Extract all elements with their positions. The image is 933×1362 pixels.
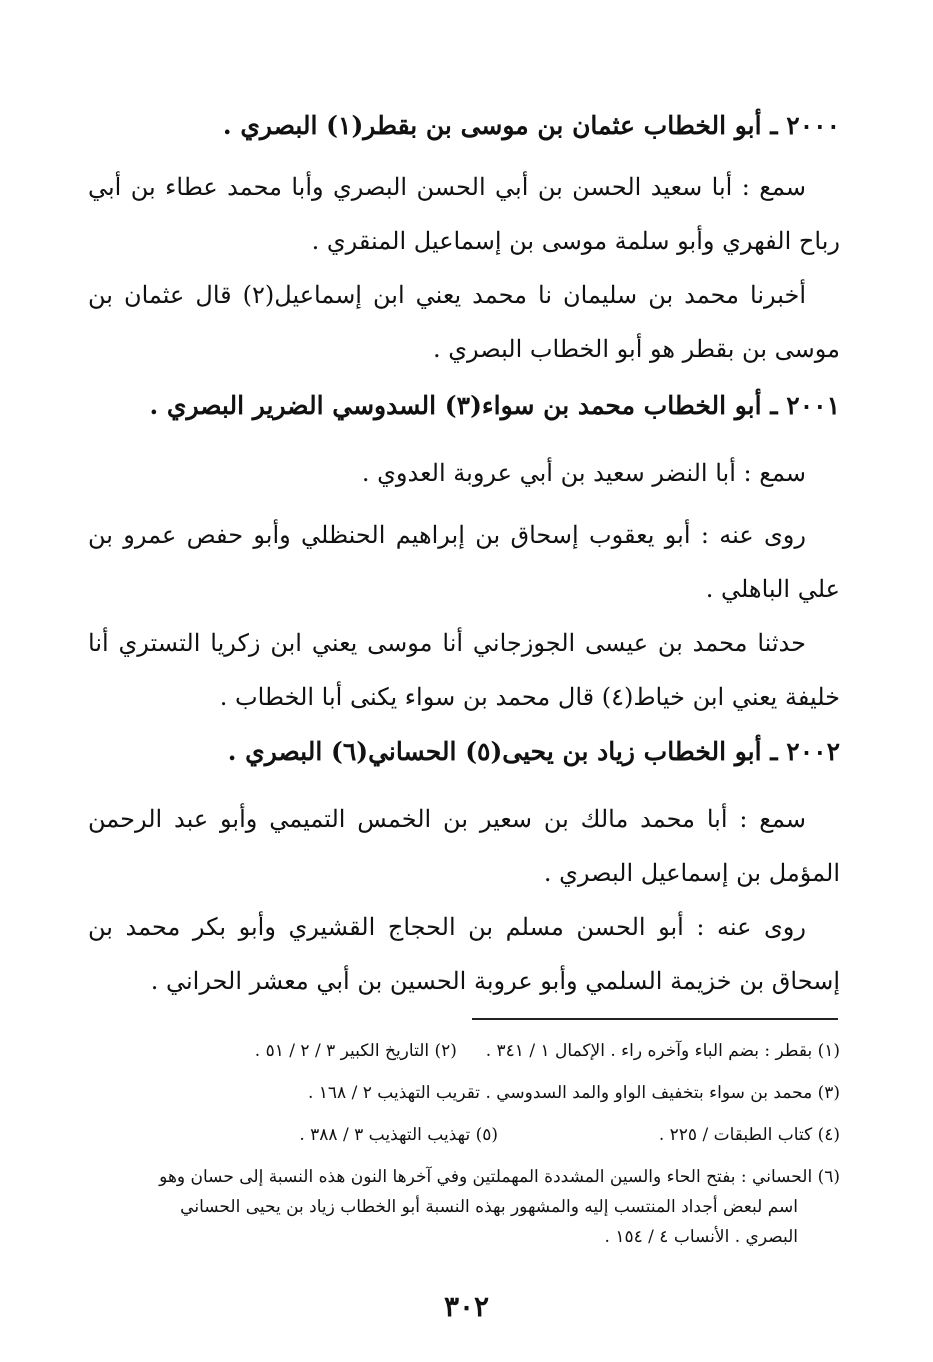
footnote-row-3: [80, 1120, 840, 1150]
entry-heading-2000: ٢٠٠٠ ـ أبو الخطاب عثمان بن موسى بن بقطر(١) البصري .: [222, 111, 840, 140]
entry-2002-paragraph-2: روى عنه : أبو الحسن مسلم بن الحجاج القشيري وأبو بكر محمد بن إسحاق بن خزيمة السلمي وأبو عروبة الحسين بن أبي معشر الحراني .: [88, 913, 840, 995]
entry-heading-2001: ٢٠٠١ ـ أبو الخطاب محمد بن سواء(٣) السدوسي الضرير البصري .: [149, 391, 840, 420]
footnote-6-line-1: (٦) الحساني : بفتح الحاء والسين المشددة المهملتين وفي آخرها النون هذه النسبة إلى حسان وهو: [159, 1167, 840, 1187]
footnote-2: (٢) التاريخ الكبير ٣ / ٢ / ٥١ .: [254, 1041, 457, 1061]
footnote-5: (٥) تهذيب التهذيب ٣ / ٣٨٨ .: [299, 1125, 499, 1145]
footnote-3: (٣) محمد بن سواء بتخفيف الواو والمد السدوسي . تقريب التهذيب ٢ / ١٦٨ .: [307, 1083, 840, 1103]
footnote-4: (٤) كتاب الطبقات / ٢٢٥ .: [658, 1125, 840, 1145]
footnote-6-line-2: اسم لبعض أجداد المنتسب إليه والمشهور بهذه النسبة أبو الخطاب زياد بن يحيى الحساني: [180, 1197, 798, 1217]
footnote-6-line-3: البصري . الأنساب ٤ / ١٥٤ .: [604, 1227, 798, 1247]
entry-2001-paragraph-3: حدثنا محمد بن عيسى الجوزجاني أنا موسى يعني ابن زكريا التستري أنا خليفة يعني ابن خياط(٤) قال محمد بن سواء يكنى أبا الخطاب .: [88, 629, 840, 711]
footnote-1: (١) بقطر : بضم الباء وآخره راء . الإكمال ١ / ٣٤١ .: [485, 1041, 840, 1061]
entry-2001-paragraph-2: روى عنه : أبو يعقوب إسحاق بن إبراهيم الحنظلي وأبو حفص عمرو بن علي الباهلي .: [88, 521, 840, 603]
entry-heading-2002: ٢٠٠٢ ـ أبو الخطاب زياد بن يحيى(٥) الحساني(٦) البصري .: [227, 737, 840, 766]
page-number: ٣٠٢: [443, 1290, 490, 1323]
footnote-divider: [472, 1018, 838, 1020]
entry-2001-paragraph-1: سمع : أبا النضر سعيد بن أبي عروبة العدوي .: [361, 459, 806, 487]
entry-2000-paragraph-2: أخبرنا محمد بن سليمان نا محمد يعني ابن إسماعيل(٢) قال عثمان بن موسى بن بقطر هو أبو الخطاب البصري .: [88, 281, 840, 363]
entry-2000-paragraph-1: سمع : أبا سعيد الحسن بن أبي الحسن البصري وأبا محمد عطاء بن أبي رباح الفهري وأبو سلمة موسى بن إسماعيل المنقري .: [88, 173, 840, 255]
entry-2002-paragraph-1: سمع : أبا محمد مالك بن سعير بن الخمس التميمي وأبو عبد الرحمن المؤمل بن إسماعيل البصري .: [88, 805, 840, 887]
footnote-6: [80, 1162, 840, 1252]
footnote-row-1: [80, 1036, 840, 1066]
